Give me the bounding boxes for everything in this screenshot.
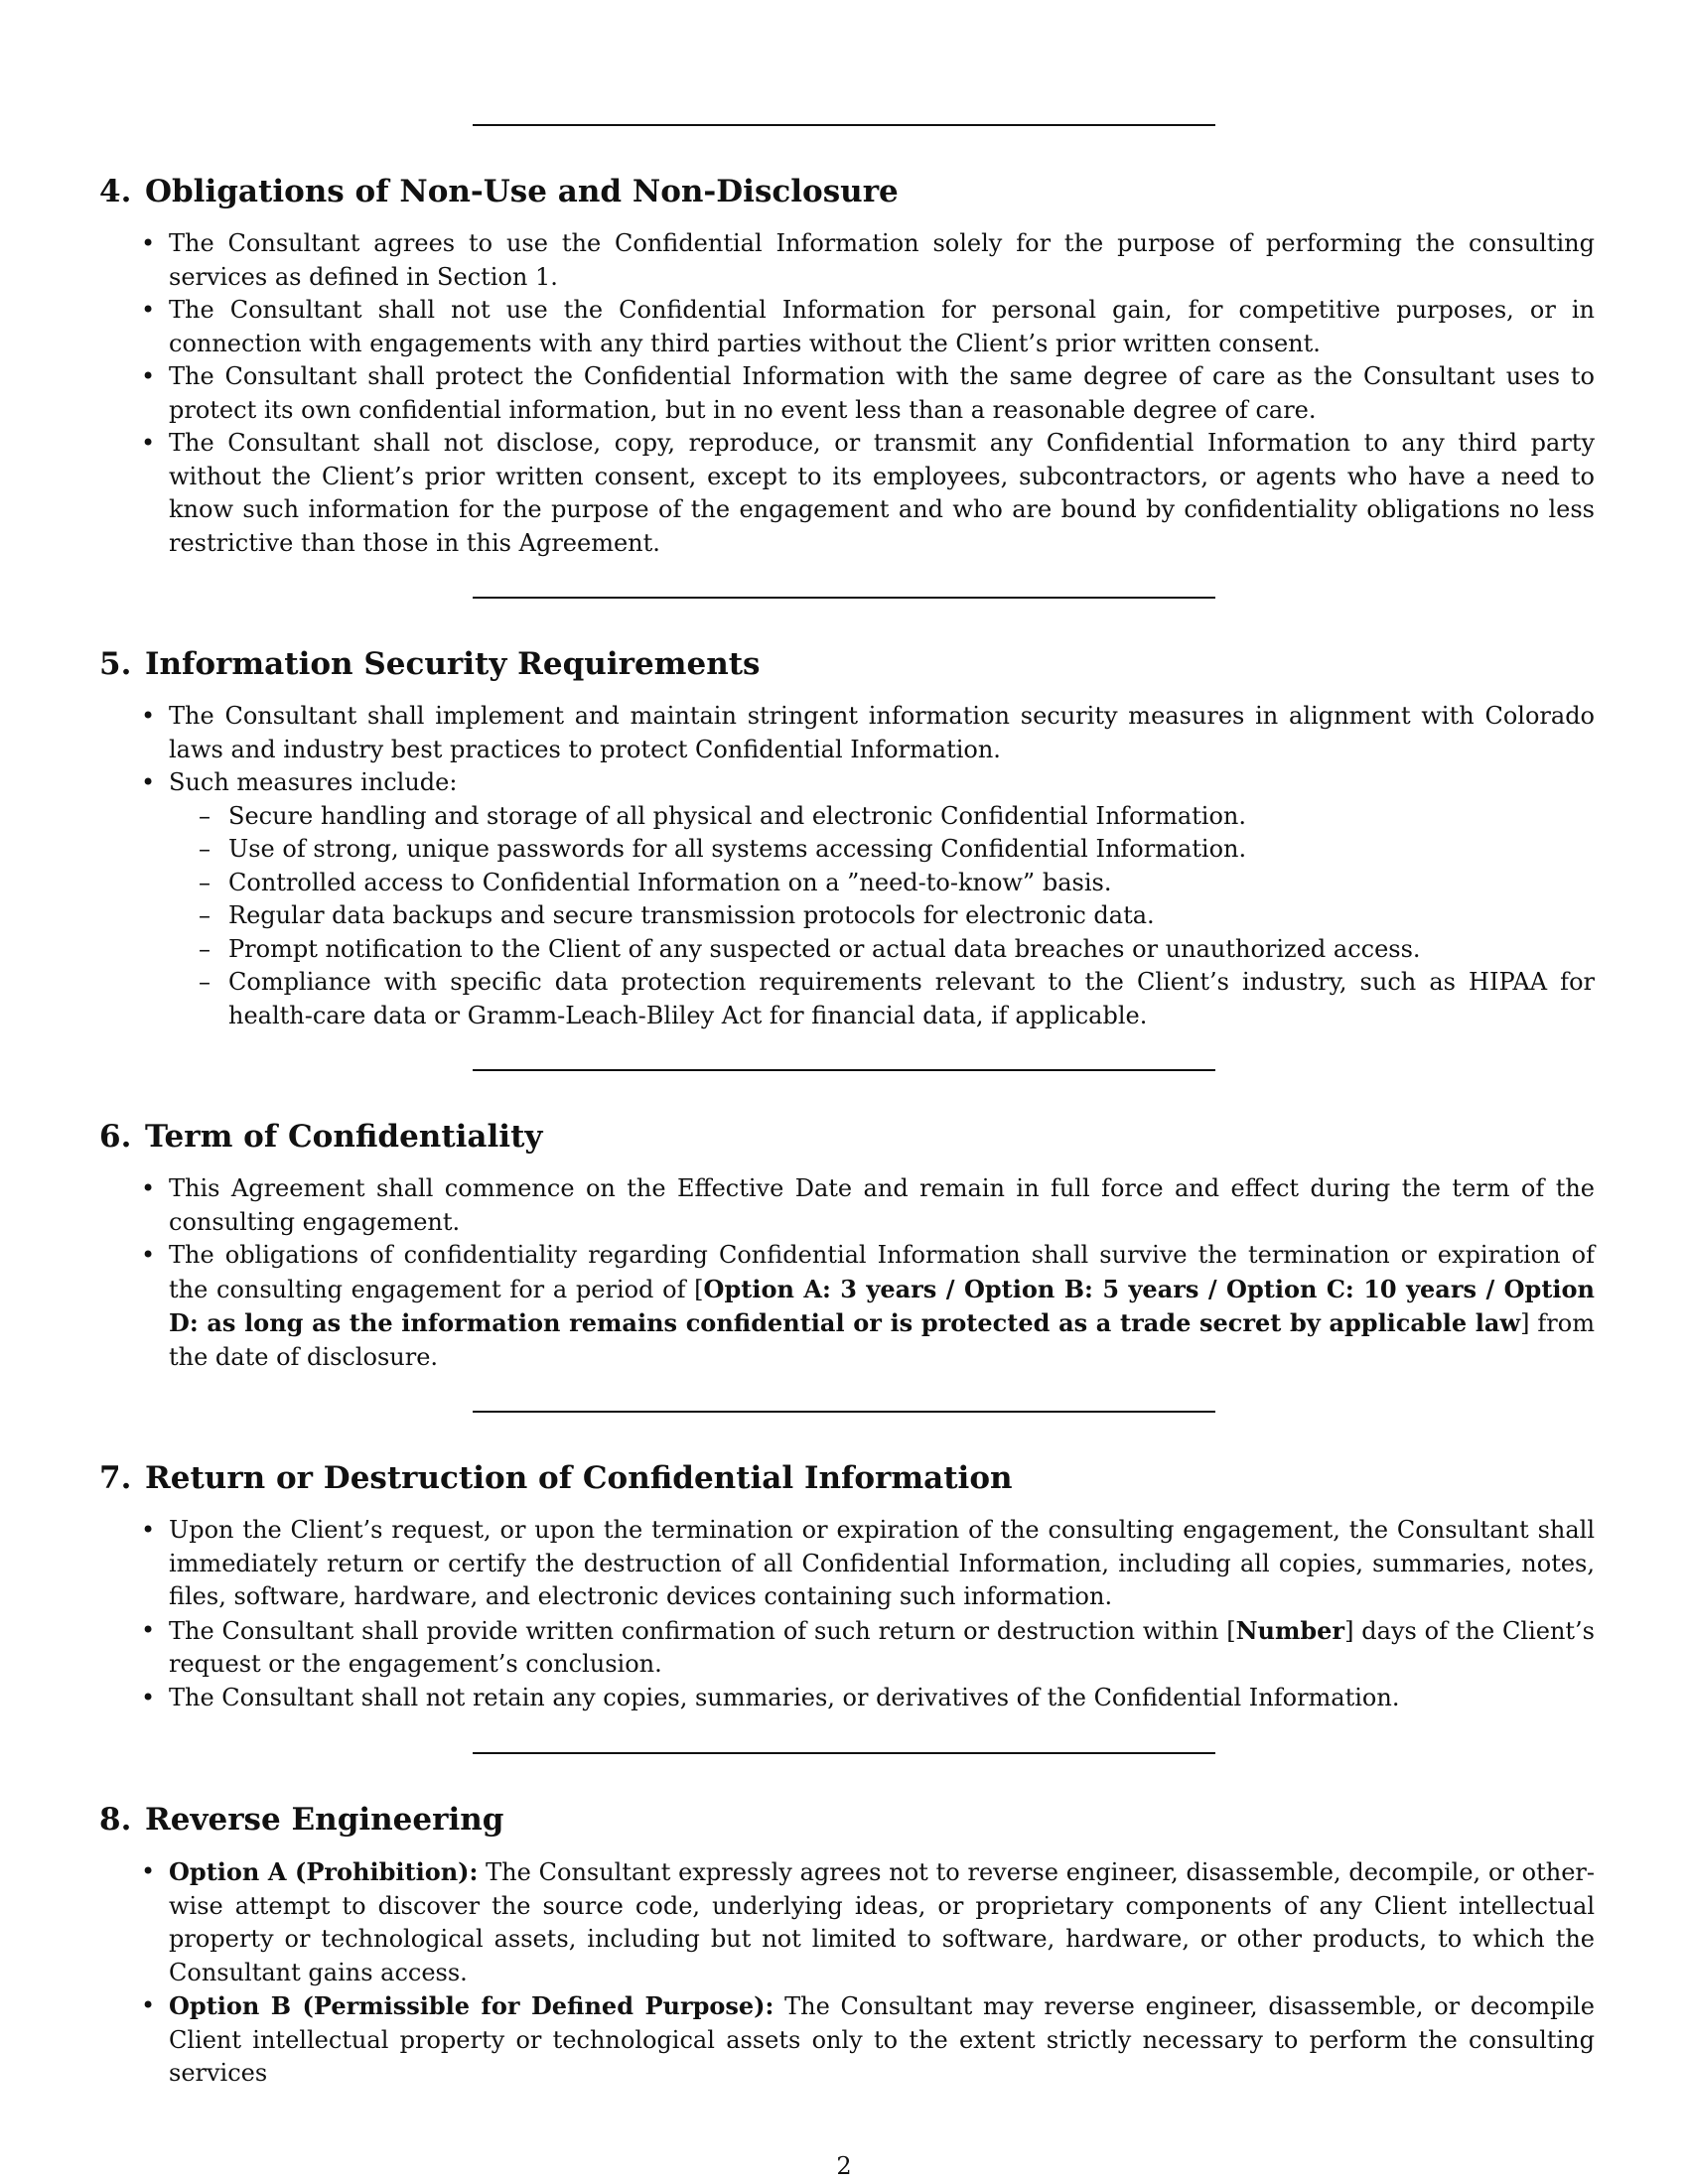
- section-number: 5.: [99, 646, 132, 682]
- section-4-heading: [99, 172, 899, 211]
- page-number: 2: [836, 2152, 852, 2180]
- section-title: Obligations of Non-Use and Non-Disclosure: [145, 174, 899, 209]
- list-item: • The Consultant shall not use the Confidential Information for personal gain, for competitive purposes, or in connection with engagements with any third parties without the Client’s prior written consent.: [169, 294, 1595, 360]
- section-title: Return or Destruction of Confidential Information: [145, 1460, 1013, 1496]
- section-title: Term of Confidentiality: [145, 1119, 543, 1155]
- list-item: • Upon the Client’s request, or upon the termination or expiration of the consulting engagement, the Consultant shall immediately return or certify the destruction of all Confidential Information, including all copies, summaries, notes, files, software, hardware, and electronic devices containing such information.: [169, 1514, 1595, 1614]
- list-item: • The Consultant shall implement and maintain stringent information security measures in alignment with Colorado laws and industry best practices to protect Confidential Information.: [169, 700, 1595, 766]
- section-number: 7.: [99, 1460, 132, 1496]
- list-item: • The Consultant shall not disclose, copy, reproduce, or transmit any Confidential Information to any third party without the Client’s prior written consent, except to its employees, subcontractors, or agents who have a need to know such information for the purpose of the engagement and who are bound by confidentiality obligations no less restrictive than those in this Agreement.: [169, 427, 1595, 560]
- list-item-text: The Consultant expressly agrees not to reverse engineer, disassemble, decompile, or other-wise attempt to discover the source code, underlying ideas, or proprietary components of any Client intellectual property or technological assets, including but not limited to software, hardware, or other products, to which the Consultant gains access.: [169, 1858, 1596, 1986]
- section-7-list: [169, 1514, 1595, 1714]
- list-item: [169, 1239, 1595, 1374]
- list-item: [169, 766, 1595, 1032]
- list-item-text: The obligations of confidentiality regarding Confidential Information shall survive the termination or expiration of the consulting engagement for a period of [: [169, 1241, 1595, 1303]
- section-7-heading: [99, 1458, 1013, 1498]
- section-4-list: [169, 227, 1595, 560]
- option-a-label: Option A (Prohibition):: [169, 1857, 479, 1886]
- sub-list-item: – Use of strong, unique passwords for all systems accessing Confidential Information.: [228, 833, 1595, 867]
- section-title: Information Security Requirements: [145, 646, 761, 682]
- list-item-text: ] days of the Client’s request or the engagement’s conclusion.: [169, 1616, 1595, 1678]
- section-divider: [473, 1752, 1215, 1754]
- section-6-list: [169, 1172, 1595, 1374]
- list-item-text: Such measures include:: [169, 768, 458, 796]
- section-divider: [473, 124, 1215, 126]
- section-number: 4.: [99, 174, 132, 209]
- sub-list: [169, 800, 1595, 1033]
- sub-list-item: – Controlled access to Confidential Information on a ”need-to-know” basis.: [228, 867, 1595, 900]
- section-divider: [473, 1069, 1215, 1071]
- section-divider: [473, 1411, 1215, 1413]
- list-item: • The Consultant shall protect the Confidential Information with the same degree of care as the Consultant uses to protect its own confidential information, but in no event less than a reasonable degree of care.: [169, 360, 1595, 427]
- section-number: 8.: [99, 1802, 132, 1838]
- term-options: Option A: 3 years / Option B: 5 years / Option C: 10 years / Option D: as long as the information remains confidential or is protected as a trade secret by applicable law: [169, 1274, 1595, 1337]
- section-title: Reverse Engineering: [145, 1802, 504, 1838]
- list-item-text: The Consultant may reverse engineer, disassemble, or decompile Client intellectual property or technological assets only to the extent strictly necessary to perform the consulting services: [169, 1992, 1595, 2087]
- section-divider: [473, 597, 1215, 599]
- section-8-list: [169, 1855, 1595, 2091]
- list-item-text: ] from the date of disclosure.: [169, 1309, 1595, 1371]
- sub-list-item: – Compliance with specific data protection requirements relevant to the Client’s industry, such as HIPAA for health-care data or Gramm-Leach-Bliley Act for financial data, if applicable.: [228, 966, 1595, 1032]
- list-item: • The Consultant shall not retain any copies, summaries, or derivatives of the Confidential Information.: [169, 1682, 1595, 1715]
- list-item: [169, 1855, 1595, 1989]
- section-5-heading: [99, 644, 761, 684]
- list-item: [169, 1989, 1595, 2091]
- section-5-list: [169, 700, 1595, 1032]
- list-item-text: The Consultant shall provide written confirmation of such return or destruction within [: [169, 1616, 1236, 1645]
- section-6-heading: [99, 1117, 542, 1157]
- section-8-heading: [99, 1800, 503, 1840]
- days-placeholder: Number: [1235, 1615, 1345, 1645]
- option-b-label: Option B (Permissible for Defined Purpose):: [169, 1991, 774, 2020]
- list-item: [169, 1614, 1595, 1682]
- sub-list-item: – Secure handling and storage of all physical and electronic Confidential Information.: [228, 800, 1595, 834]
- list-item: • This Agreement shall commence on the Effective Date and remain in full force and effect during the term of the consulting engagement.: [169, 1172, 1595, 1239]
- section-number: 6.: [99, 1119, 132, 1155]
- list-item: • The Consultant agrees to use the Confidential Information solely for the purpose of performing the consulting services as defined in Section 1.: [169, 227, 1595, 294]
- sub-list-item: – Regular data backups and secure transmission protocols for electronic data.: [228, 899, 1595, 933]
- sub-list-item: – Prompt notification to the Client of any suspected or actual data breaches or unauthorized access.: [228, 933, 1595, 967]
